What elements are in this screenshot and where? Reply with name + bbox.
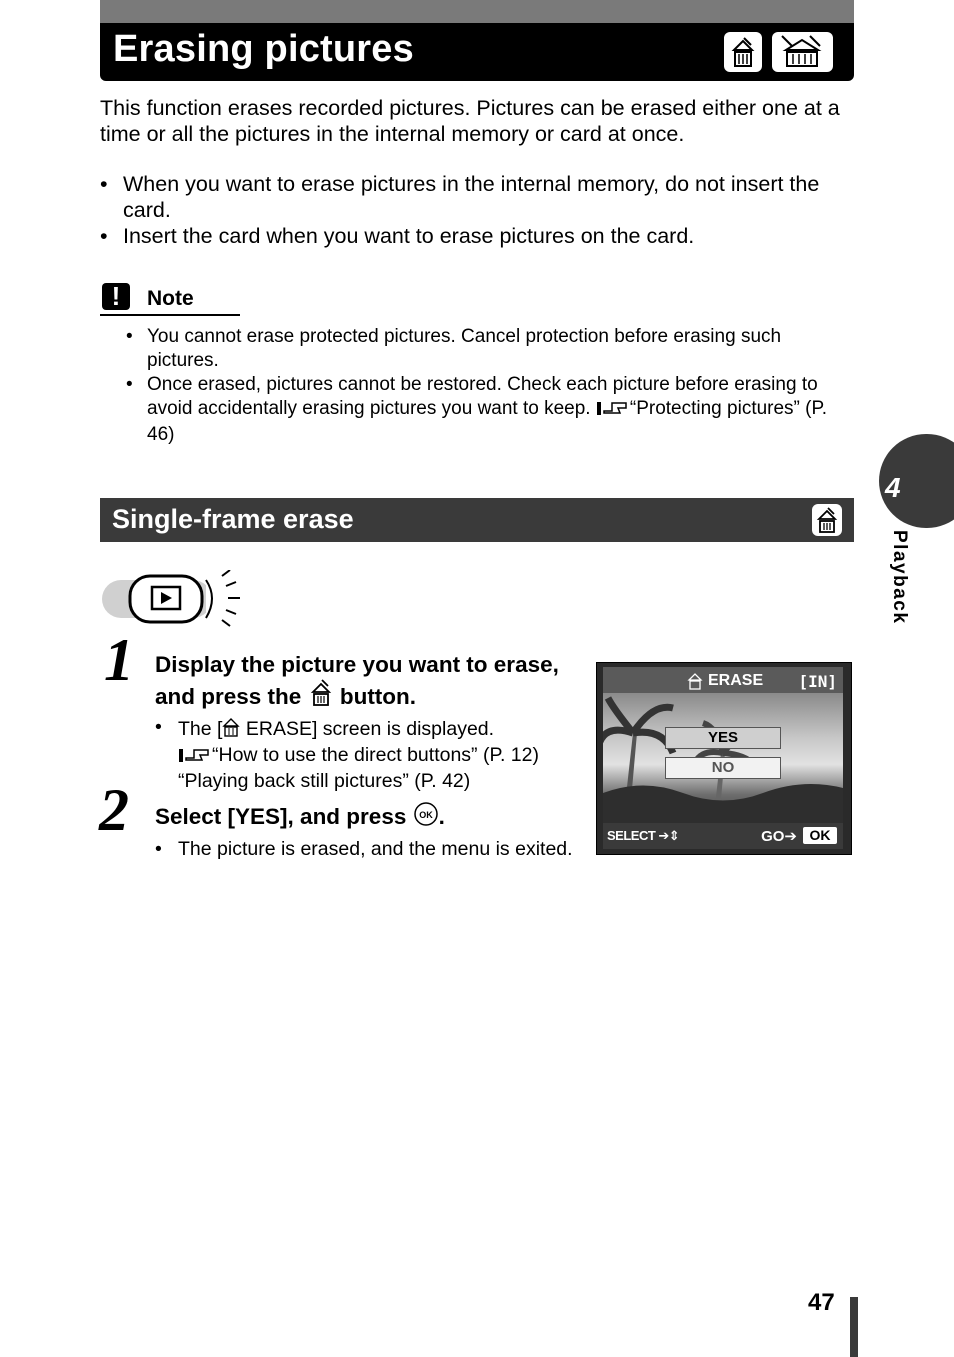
title-bar [100, 0, 854, 81]
note-icon: ! [102, 283, 130, 310]
list-item: • Once erased, pictures cannot be restored. Check each picture before erasing to avoid accidentally erasing pictures you want to keep. “Protecting pictures” (P. 46) [126, 374, 827, 445]
step-number: 1 [104, 627, 134, 693]
page-number: 47 [808, 1289, 835, 1316]
reference-link[interactable]: “How to use the direct buttons” (P. 12) [212, 744, 539, 766]
page-title: Erasing pictures [113, 28, 414, 70]
section-title: Single-frame erase [112, 504, 354, 534]
lcd-no-option: NO [665, 757, 781, 779]
step-title: Display the picture you want to erase, and press the button. [155, 651, 575, 714]
erase-icon [222, 716, 240, 744]
reference-link[interactable]: “Protecting pictures” (P. 46) [147, 397, 827, 445]
note-divider [100, 314, 240, 316]
list-item: • Insert the card when you want to erase pictures on the card. [100, 224, 695, 248]
lcd-title: ERASE [708, 672, 764, 689]
note-list [126, 325, 854, 448]
erase-icon [724, 32, 762, 72]
chapter-label: Playback [889, 530, 910, 625]
all-erase-icon [772, 32, 833, 72]
step-details [155, 838, 575, 861]
lcd-ok-badge: OK [803, 827, 837, 844]
list-item: • The picture is erased, and the menu is exited. [155, 838, 573, 860]
note-title: Note [147, 287, 194, 310]
lcd-footer [603, 823, 843, 849]
intro-bullets [100, 171, 860, 249]
erase-icon [687, 672, 703, 695]
chapter-number: 4 [885, 472, 901, 503]
lcd-select-label: SELECT ➔⇕ [607, 828, 680, 843]
reference-link[interactable]: “Playing back still pictures” (P. 42) [178, 770, 471, 792]
step-details [155, 716, 575, 793]
erase-icon [308, 679, 334, 714]
list-item: • You cannot erase protected pictures. Cancel protection before erasing such pictures. [126, 326, 782, 371]
svg-text:OK: OK [418, 810, 433, 820]
reference-icon [178, 746, 212, 770]
lcd-header [603, 667, 843, 693]
camera-lcd-screen [596, 662, 852, 855]
section-header [100, 498, 854, 542]
list-item: • The [ ERASE] screen is displayed. “How to use the direct buttons” (P. 12) “Playing back still pictures” (P. 42) [155, 716, 539, 792]
page-edge-bar [850, 1297, 858, 1357]
ok-button-icon [413, 801, 439, 834]
playback-button-illustration [100, 570, 250, 635]
step-title: Select [YES], and press OK . [155, 801, 575, 834]
lcd-media-indicator: [IN] [798, 672, 837, 691]
title-bar-strip [100, 0, 854, 23]
lcd-yes-option: YES [665, 727, 781, 749]
reference-icon [596, 399, 630, 424]
lcd-go-label: GO➔ [761, 828, 797, 845]
step-number: 2 [99, 777, 129, 843]
erase-icon [812, 504, 842, 536]
list-item: • When you want to erase pictures in the internal memory, do not insert the card. [100, 172, 820, 222]
intro-paragraph: This function erases recorded pictures. Pictures can be erased either one at a time or all the pictures in the internal memory or card at once. [100, 96, 840, 146]
